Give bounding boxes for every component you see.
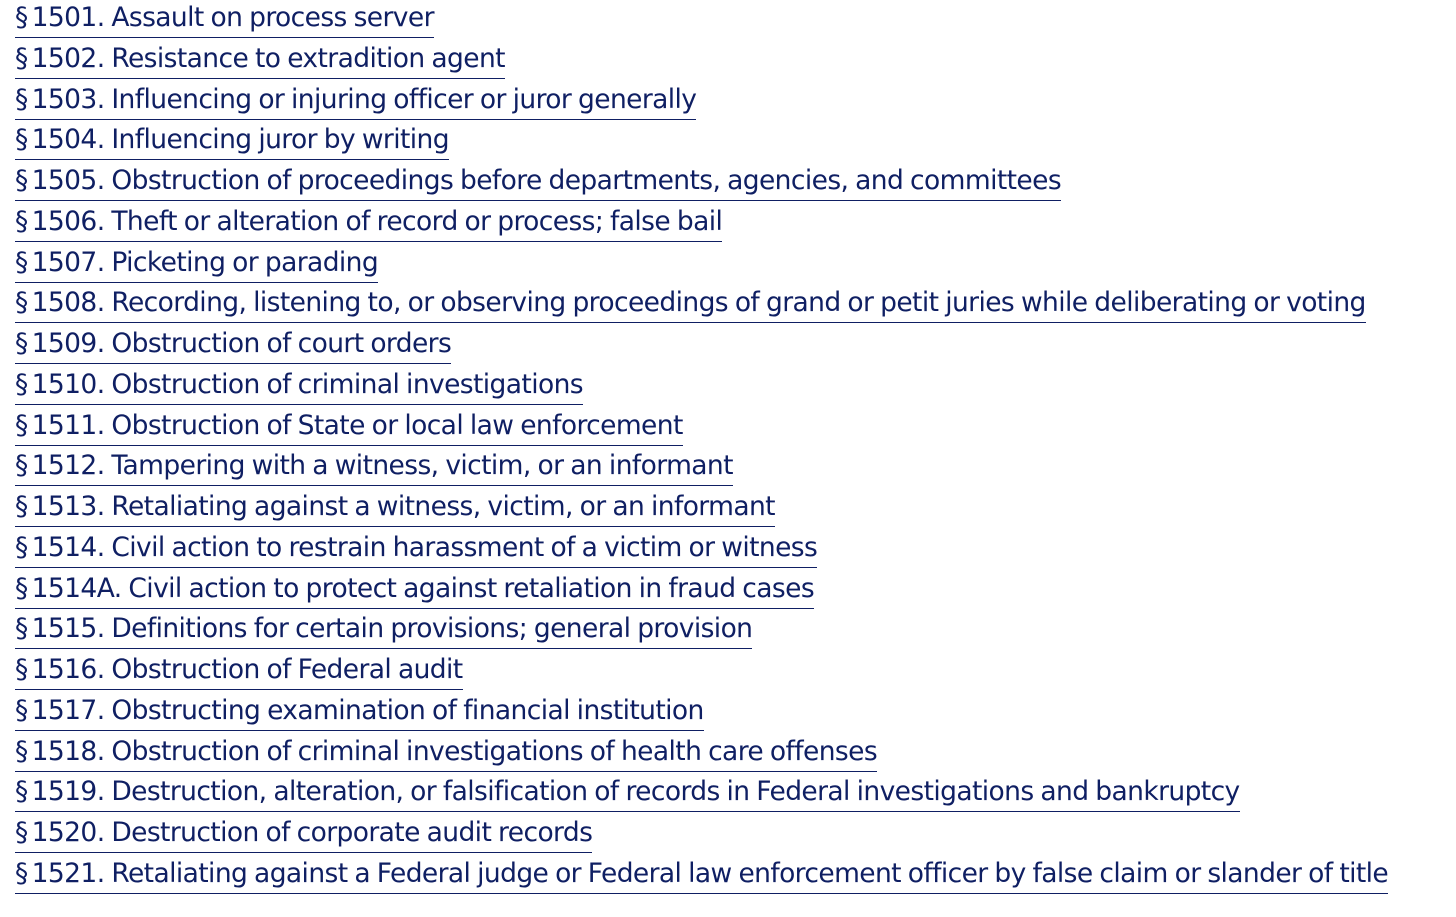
section-title: 1519. Destruction, alteration, or falsification of records in Federal investigations and bankruptcy [31,776,1240,808]
list-item [15,735,1388,776]
section-title: 1517. Obstructing examination of financial institution [31,694,704,726]
section-link-1519[interactable] [15,775,1240,812]
section-link-1517[interactable] [15,694,704,731]
list-item [15,327,1388,368]
section-symbol: § [15,613,28,645]
section-link-1507[interactable] [15,246,378,283]
section-link-1515[interactable] [15,612,752,649]
section-symbol: § [15,328,28,359]
list-item [15,694,1388,735]
list-item [15,449,1388,490]
section-title: 1515. Definitions for certain provisions; general provision [31,613,753,645]
section-link-1514[interactable] [15,531,817,568]
section-title: 1502. Resistance to extradition agent [31,42,505,74]
section-symbol: § [15,491,28,522]
section-symbol: § [15,735,28,767]
section-title: 1507. Picketing or parading [31,246,379,278]
section-title: 1505. Obstruction of proceedings before departments, agencies, and committees [31,165,1062,196]
section-link-1509[interactable] [15,327,451,364]
section-link-1508[interactable] [15,286,1366,323]
section-link-1513[interactable] [15,490,775,527]
section-title: 1516. Obstruction of Federal audit [31,654,463,685]
section-title: 1510. Obstruction of criminal investigations [31,368,583,400]
list-item [15,286,1388,327]
section-symbol: § [15,165,28,196]
section-link-1511[interactable] [15,409,683,446]
section-link-1520[interactable] [15,816,592,853]
section-title: 1513. Retaliating against a witness, victim, or an informant [31,491,775,522]
list-item [15,246,1388,287]
section-symbol: § [15,42,28,74]
list-item [15,857,1388,898]
section-title: 1508. Recording, listening to, or observing proceedings of grand or petit juries while deliberating or voting [31,287,1366,319]
section-link-1501[interactable] [15,1,434,38]
list-item [15,205,1388,246]
list-item [15,83,1388,124]
list-item [15,164,1388,205]
section-link-1506[interactable] [15,205,722,242]
section-title: 1521. Retaliating against a Federal judge or Federal law enforcement officer by false claim or slander of title [31,857,1389,889]
section-link-1514a[interactable] [15,572,814,609]
list-item [15,531,1388,572]
section-link-1504[interactable] [15,123,449,160]
section-symbol: § [15,246,28,278]
section-title: 1518. Obstruction of criminal investigations of health care offenses [31,735,878,767]
section-title: 1512. Tampering with a witness, victim, or an informant [31,450,733,482]
section-symbol: § [15,572,28,604]
section-symbol: § [15,409,28,441]
section-symbol: § [15,368,28,400]
section-title: 1503. Influencing or injuring officer or juror generally [31,83,697,115]
section-symbol: § [15,83,28,115]
section-list [15,1,1388,898]
list-item [15,653,1388,694]
list-item [15,490,1388,531]
section-symbol: § [15,124,28,156]
section-title: 1501. Assault on process server [31,2,434,33]
section-symbol: § [15,531,28,563]
section-title: 1506. Theft or alteration of record or process; false bail [31,205,723,237]
list-item [15,816,1388,857]
section-link-1503[interactable] [15,83,696,120]
section-link-1505[interactable] [15,164,1061,201]
list-item [15,409,1388,450]
section-symbol: § [15,776,28,808]
section-link-1502[interactable] [15,42,505,79]
section-title: 1514A. Civil action to protect against retaliation in fraud cases [31,572,815,604]
section-symbol: § [15,450,28,482]
section-title: 1514. Civil action to restrain harassment of a victim or witness [31,531,818,563]
section-title: 1511. Obstruction of State or local law enforcement [31,409,683,441]
list-item [15,1,1388,42]
list-item [15,612,1388,653]
section-symbol: § [15,205,28,237]
list-item [15,775,1388,816]
section-symbol: § [15,654,28,685]
list-item [15,123,1388,164]
section-title: 1504. Influencing juror by writing [31,124,449,156]
section-symbol: § [15,2,28,33]
section-title: 1520. Destruction of corporate audit records [31,817,593,848]
section-link-1521[interactable] [15,857,1388,894]
section-symbol: § [15,857,28,889]
section-symbol: § [15,694,28,726]
section-symbol: § [15,287,28,319]
section-title: 1509. Obstruction of court orders [31,328,452,359]
section-link-1510[interactable] [15,368,583,405]
list-item [15,572,1388,613]
section-link-1516[interactable] [15,653,463,690]
section-link-1512[interactable] [15,449,733,486]
list-item [15,368,1388,409]
list-item [15,42,1388,83]
section-symbol: § [15,817,28,848]
section-link-1518[interactable] [15,735,877,772]
